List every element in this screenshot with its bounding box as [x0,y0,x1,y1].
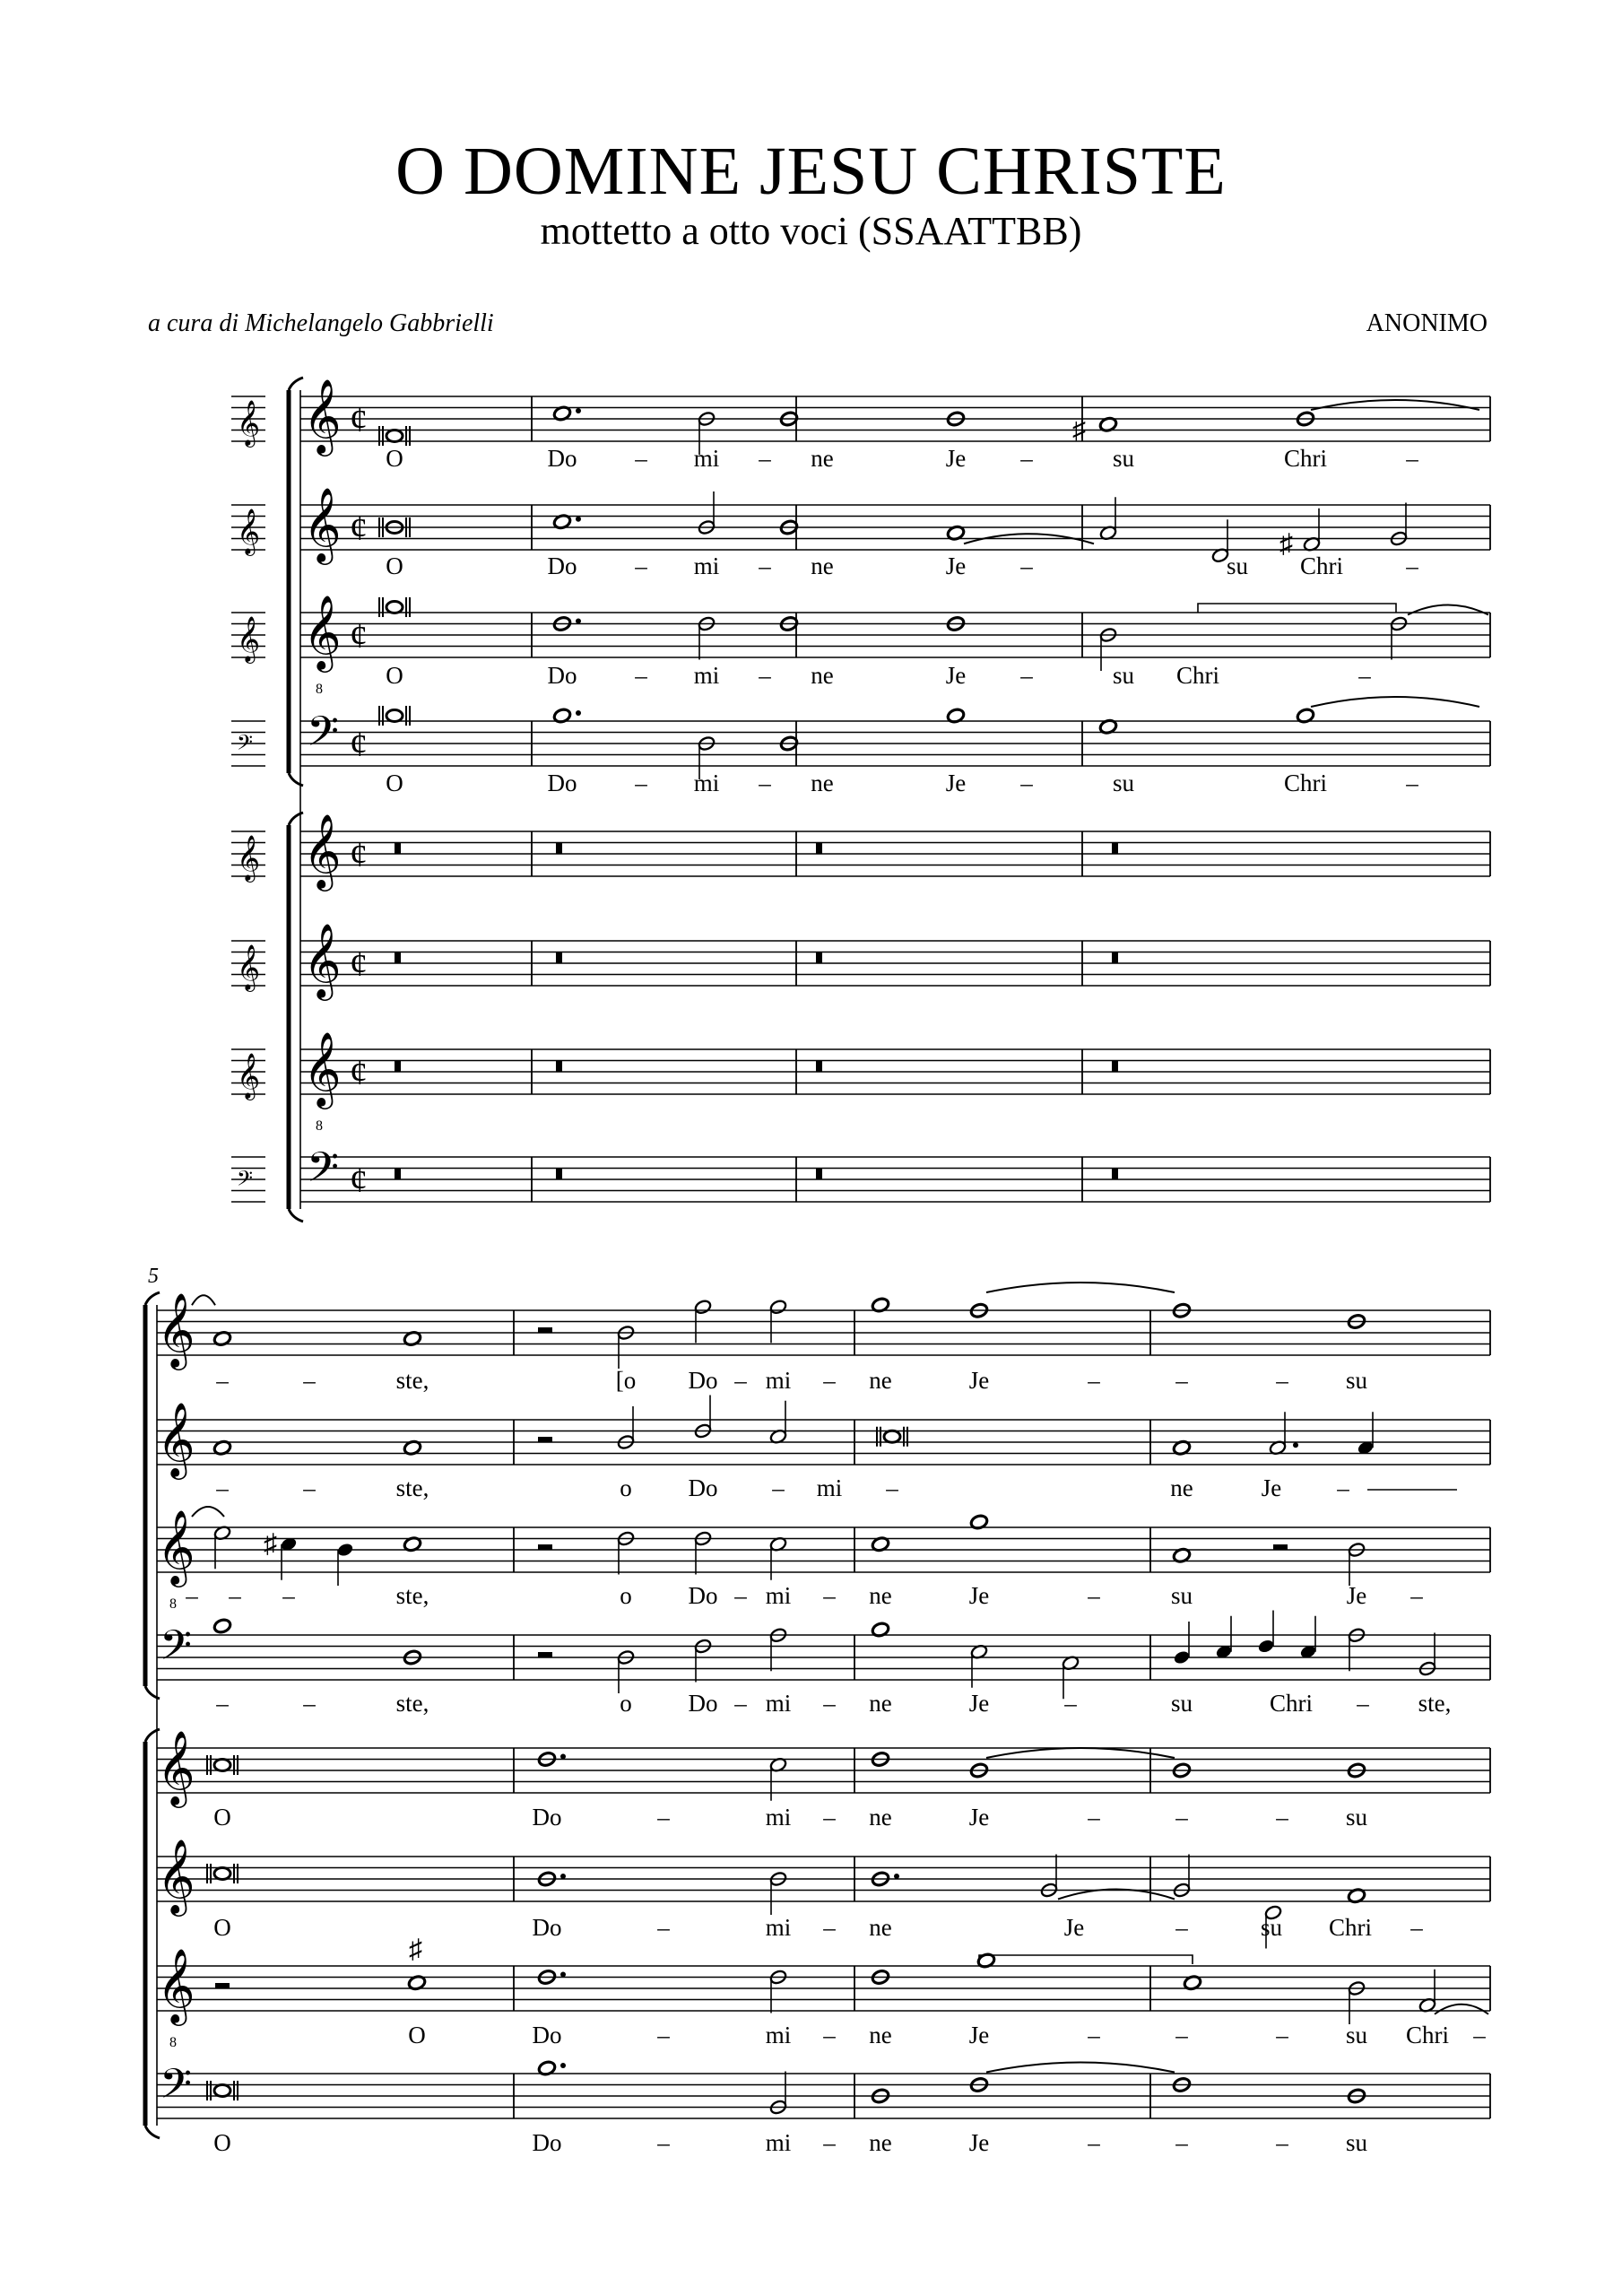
lyric-syllable: – [1276,2129,1288,2156]
lyric-syllable: – [1064,1690,1077,1717]
lyric-syllable: Je [968,2022,990,2048]
lyric-syllable: – [1020,770,1033,796]
lyric-syllable: su [1345,2022,1368,2048]
treble-clef-icon: 𝄞 [303,380,342,452]
bracket-hook [289,1209,303,1222]
lyric-syllable: Do [547,552,577,579]
lyric-syllable: Do [532,1914,562,1941]
lyric-syllable: – [657,2129,670,2156]
breve-rest-icon [816,843,822,855]
lyric-syllable: ne [869,1690,892,1717]
lyric-syllable: mi [765,2022,792,2048]
sharp-icon: ♯ [264,1528,277,1559]
breve-note-icon [214,1868,230,1880]
lyric-syllable: Je [945,770,967,796]
breve-rest-icon [395,952,401,964]
lyric-syllable: o [620,1474,632,1501]
half-rest-icon [538,1652,552,1657]
octave-eight-label: 8 [169,2035,177,2050]
lyric-syllable: ne [869,2129,892,2156]
lyric-syllable: mi [693,445,720,472]
octave-eight-label: 8 [169,1596,177,1612]
lyric-syllable: – [635,445,647,472]
ligature-bracket [979,1955,1193,1964]
lyric-syllable: – [1088,2022,1100,2048]
sharp-icon: ♯ [1279,528,1293,559]
breve-rest-icon [816,1169,822,1180]
quarter-note-icon [1173,1649,1191,1665]
lyric-syllable: Je [968,2129,990,2156]
breve-rest-icon [1112,952,1118,964]
lyric-syllable: O [386,662,403,689]
half-rest-icon [538,1327,552,1333]
treble-clef-icon: 𝄞 [157,1511,195,1583]
lyric-syllable: – [1337,1474,1349,1501]
lyric-syllable: – [303,1367,316,1394]
treble-clef-icon: 𝄞 [303,815,342,887]
breve-note-icon [214,1760,230,1771]
lyric-syllable: Chri [1299,552,1344,579]
lyric-syllable: – [1410,1914,1423,1941]
lyric-syllable: – [734,1582,747,1609]
lyric-syllable: – [657,1914,670,1941]
lyric-syllable: mi [693,552,720,579]
lyric-syllable: – [1088,1582,1100,1609]
lyric-syllable: – [1175,1914,1188,1941]
breve-note-icon [386,430,403,442]
lyric-syllable: su [1112,662,1135,689]
tie-icon [192,1295,215,1305]
incipit-clef-icon: 𝄞 [237,401,261,445]
tie-icon [1408,605,1488,615]
lyric-syllable: Chri [1405,2022,1450,2048]
lyric-syllable: – [216,1367,229,1394]
octave-eight-label: 8 [316,682,323,697]
piece-title: O DOMINE JESU CHRISTE [395,134,1227,209]
lyric-syllable: – [1276,1804,1288,1831]
lyric-syllable: Chri [1283,445,1328,472]
half-rest-icon [1273,1544,1288,1550]
breve-rest-icon [556,1061,562,1073]
lyric-syllable: – [823,1914,836,1941]
sharp-icon: ♯ [409,1935,422,1964]
lyric-syllable: Je [968,1367,990,1394]
cut-time-symbol: ¢ [350,724,368,764]
lyric-syllable: – [303,1474,316,1501]
sharp-icon: ♯ [1072,414,1086,445]
lyric-syllable: Je [945,662,967,689]
cut-time-symbol: ¢ [350,944,368,984]
lyric-syllable: – [1358,662,1371,689]
tie-icon [1311,697,1479,707]
lyric-syllable: O [213,2129,231,2156]
lyric-syllable: Do [688,1474,718,1501]
lyric-syllable: mi [765,1690,792,1717]
lyric-syllable: – [734,1367,747,1394]
breve-rest-icon [1112,1169,1118,1180]
lyric-syllable: – [229,1582,241,1609]
lyric-syllable: Je [1346,1582,1367,1609]
treble-clef-icon: 𝄞 [303,925,342,996]
lyric-syllable: ne [869,1914,892,1941]
breve-note-icon [386,710,403,722]
lyric-syllable: – [657,2022,670,2048]
lyric-syllable: mi [765,1914,792,1941]
piece-subtitle: mottetto a otto voci (SSAATTBB) [540,209,1082,253]
lyric-syllable: ste, [395,1474,429,1501]
breve-note-icon [884,1431,900,1442]
lyric-syllable: mi [693,770,720,796]
lyric-syllable: – [1175,1367,1188,1394]
lyric-syllable: O [386,770,403,796]
bass-clef-icon: 𝄢 [307,709,340,765]
lyric-syllable: Chri [1283,770,1328,796]
augmentation-dot [560,1754,566,1760]
half-rest-icon [538,1544,552,1550]
lyric-syllable: – [759,770,771,796]
breve-rest-icon [395,843,401,855]
lyric-syllable: – [635,552,647,579]
lyric-syllable: Je [945,552,967,579]
lyric-syllable: – [1276,1367,1288,1394]
lyric-syllable: ne [811,662,834,689]
lyric-syllable: Do [532,2129,562,2156]
lyric-syllable: mi [765,1582,792,1609]
lyric-syllable: ste, [395,1690,429,1717]
treble-clef-icon: 𝄞 [157,1732,195,1804]
lyric-syllable: Chri [1175,662,1220,689]
incipit-clef-icon: 𝄞 [237,617,261,661]
lyric-syllable: ne [869,2022,892,2048]
augmentation-dot [560,1874,566,1879]
incipit-clef-icon: 𝄢 [237,732,254,760]
lyric-syllable: Do [688,1582,718,1609]
lyric-syllable: mi [765,1804,792,1831]
lyric-syllable: – [823,2022,836,2048]
lyric-syllable: – [1088,2129,1100,2156]
bracket-hook [289,378,303,390]
breve-rest-icon [556,843,562,855]
lyric-syllable: Do [532,1804,562,1831]
augmentation-dot [1293,1442,1298,1448]
breve-rest-icon [556,952,562,964]
half-note-icon [694,1299,712,1315]
lyric-syllable: – [216,1690,229,1717]
incipit-clef-icon: 𝄞 [237,945,261,989]
lyric-syllable: – [1020,552,1033,579]
lyric-syllable: – [759,552,771,579]
lyric-syllable: – [1175,2129,1188,2156]
lyric-syllable: – [1473,2022,1486,2048]
half-note-icon [769,1299,787,1315]
lyric-syllable: ste, [395,1367,429,1394]
lyric-syllable: O [213,1914,231,1941]
lyric-syllable: ne [869,1582,892,1609]
breve-rest-icon [1112,1061,1118,1073]
lyric-syllable: – [1020,662,1033,689]
cut-time-symbol: ¢ [350,399,368,439]
lyric-syllable: ne [811,770,834,796]
lyric-syllable: o [620,1690,632,1717]
cut-time-symbol: ¢ [350,508,368,548]
incipit-clef-icon: 𝄞 [237,509,261,553]
lyric-syllable: Do [547,662,577,689]
lyric-syllable: ne [811,445,834,472]
cut-time-symbol: ¢ [350,1160,368,1200]
bass-clef-icon: 𝄢 [160,2062,193,2118]
lyric-syllable: – [635,662,647,689]
lyric-syllable: – [1357,1690,1369,1717]
breve-rest-icon [816,1061,822,1073]
lyric-syllable: – [1020,445,1033,472]
augmentation-dot [894,1874,899,1879]
lyric-syllable: – [1088,1804,1100,1831]
tie-icon [1435,2005,1488,2014]
bass-clef-icon: 𝄢 [160,1623,193,1679]
half-rest-icon [538,1437,552,1442]
treble-clef-icon: 𝄞 [157,1840,195,1912]
lyric-syllable: – [1406,552,1418,579]
treble-clef-icon: 𝄞 [157,1950,195,2022]
lyric-syllable: O [213,1804,231,1831]
lyric-syllable: su [1112,770,1135,796]
lyric-syllable: Je [945,445,967,472]
lyric-syllable: – [823,1582,836,1609]
lyric-syllable: – [759,445,771,472]
lyric-syllable: – [303,1690,316,1717]
augmentation-dot [560,1972,566,1978]
bracket-hook [145,2126,160,2138]
lyric-syllable: – [1175,1804,1188,1831]
breve-rest-icon [1112,843,1118,855]
lyric-syllable: – [886,1474,898,1501]
lyric-syllable: mi [765,1367,792,1394]
cut-time-symbol: ¢ [350,1052,368,1092]
lyric-syllable: – [282,1582,295,1609]
treble-clef-icon: 𝄞 [303,489,342,561]
lyric-syllable: – [216,1474,229,1501]
quarter-note-icon [1257,1638,1275,1654]
incipit-clef-icon: 𝄞 [237,836,261,880]
octave-eight-label: 8 [316,1118,323,1134]
lyric-syllable: – [823,1804,836,1831]
breve-note-icon [214,2085,230,2097]
lyric-syllable: Je [968,1804,990,1831]
treble-clef-icon: 𝄞 [303,596,342,668]
lyric-syllable: O [386,445,403,472]
augmentation-dot [576,408,581,413]
breve-note-icon [386,602,403,613]
lyric-syllable: – [772,1474,785,1501]
lyric-syllable: su [1170,1582,1193,1609]
lyric-syllable: Je [968,1690,990,1717]
lyric-syllable: su [1345,2129,1368,2156]
lyric-syllable: – [759,662,771,689]
lyric-syllable: – [823,1367,836,1394]
tie-icon [986,2063,1175,2073]
lyric-syllable: [o [615,1367,637,1394]
lyric-syllable: ne [811,552,834,579]
lyric-syllable: Do [688,1690,718,1717]
lyric-syllable: O [408,2022,426,2048]
augmentation-dot [576,619,581,624]
lyric-syllable: – [186,1582,198,1609]
treble-clef-icon: 𝄞 [157,1404,195,1475]
measure-number: 5 [148,1265,159,1288]
breve-rest-icon [395,1061,401,1073]
lyric-syllable: Je [1063,1914,1085,1941]
lyric-syllable: su [1260,1914,1283,1941]
lyric-syllable: – [1276,2022,1288,2048]
quarter-note-icon [336,1542,354,1558]
lyric-syllable: – [635,770,647,796]
lyric-syllable: Je [968,1582,990,1609]
breve-rest-icon [816,952,822,964]
lyric-syllable: o [620,1582,632,1609]
lyric-syllable: ne [1170,1474,1193,1501]
lyric-syllable: mi [765,2129,792,2156]
tie-icon [986,1283,1175,1292]
lyric-syllable: – [823,2129,836,2156]
tie-icon [192,1507,224,1517]
tie-icon [1311,400,1479,410]
lyric-syllable: – [734,1690,747,1717]
lyric-syllable: su [1112,445,1135,472]
ligature-bracket [1198,604,1396,613]
lyric-syllable: Chri [1328,1914,1373,1941]
lyric-syllable: mi [816,1474,843,1501]
lyric-syllable: Do [532,2022,562,2048]
whole-note-icon [213,1618,231,1634]
lyric-syllable: su [1170,1690,1193,1717]
lyric-syllable: su [1226,552,1249,579]
breve-rest-icon [395,1169,401,1180]
lyric-syllable: Do [547,445,577,472]
composer-credit: ANONIMO [1366,309,1488,337]
lyric-syllable: su [1345,1804,1368,1831]
cut-time-symbol: ¢ [350,615,368,656]
incipit-clef-icon: 𝄞 [237,1054,261,1098]
lyric-syllable: – [1406,445,1418,472]
lyric-syllable: Chri [1269,1690,1314,1717]
half-rest-icon [215,1983,230,1988]
augmentation-dot [576,710,581,716]
lyric-syllable: ste, [395,1582,429,1609]
lyric-syllable: Je [1261,1474,1282,1501]
lyric-syllable: su [1345,1367,1368,1394]
incipit-clef-icon: 𝄢 [237,1168,254,1196]
augmentation-dot [560,2063,566,2068]
cut-time-symbol: ¢ [350,834,368,874]
lyric-syllable: – [657,1804,670,1831]
lyric-syllable: Do [547,770,577,796]
lyric-syllable: mi [693,662,720,689]
editor-credit: a cura di Michelangelo Gabbrielli [148,309,494,337]
lyric-syllable: – [1088,1367,1100,1394]
lyric-syllable: – [1406,770,1418,796]
lyric-syllable: ste, [1418,1690,1452,1717]
lyric-syllable: – [823,1690,836,1717]
augmentation-dot [576,517,581,522]
bass-clef-icon: 𝄢 [307,1145,340,1201]
lyric-syllable: – [1175,2022,1188,2048]
treble-clef-icon: 𝄞 [303,1033,342,1105]
breve-rest-icon [556,1169,562,1180]
lyric-syllable: ne [869,1804,892,1831]
lyric-syllable: ne [869,1367,892,1394]
lyric-syllable: Do [688,1367,718,1394]
treble-clef-icon: 𝄞 [157,1294,195,1366]
lyric-syllable: – [1410,1582,1423,1609]
lyric-syllable: O [386,552,403,579]
tie-icon [986,1748,1175,1758]
